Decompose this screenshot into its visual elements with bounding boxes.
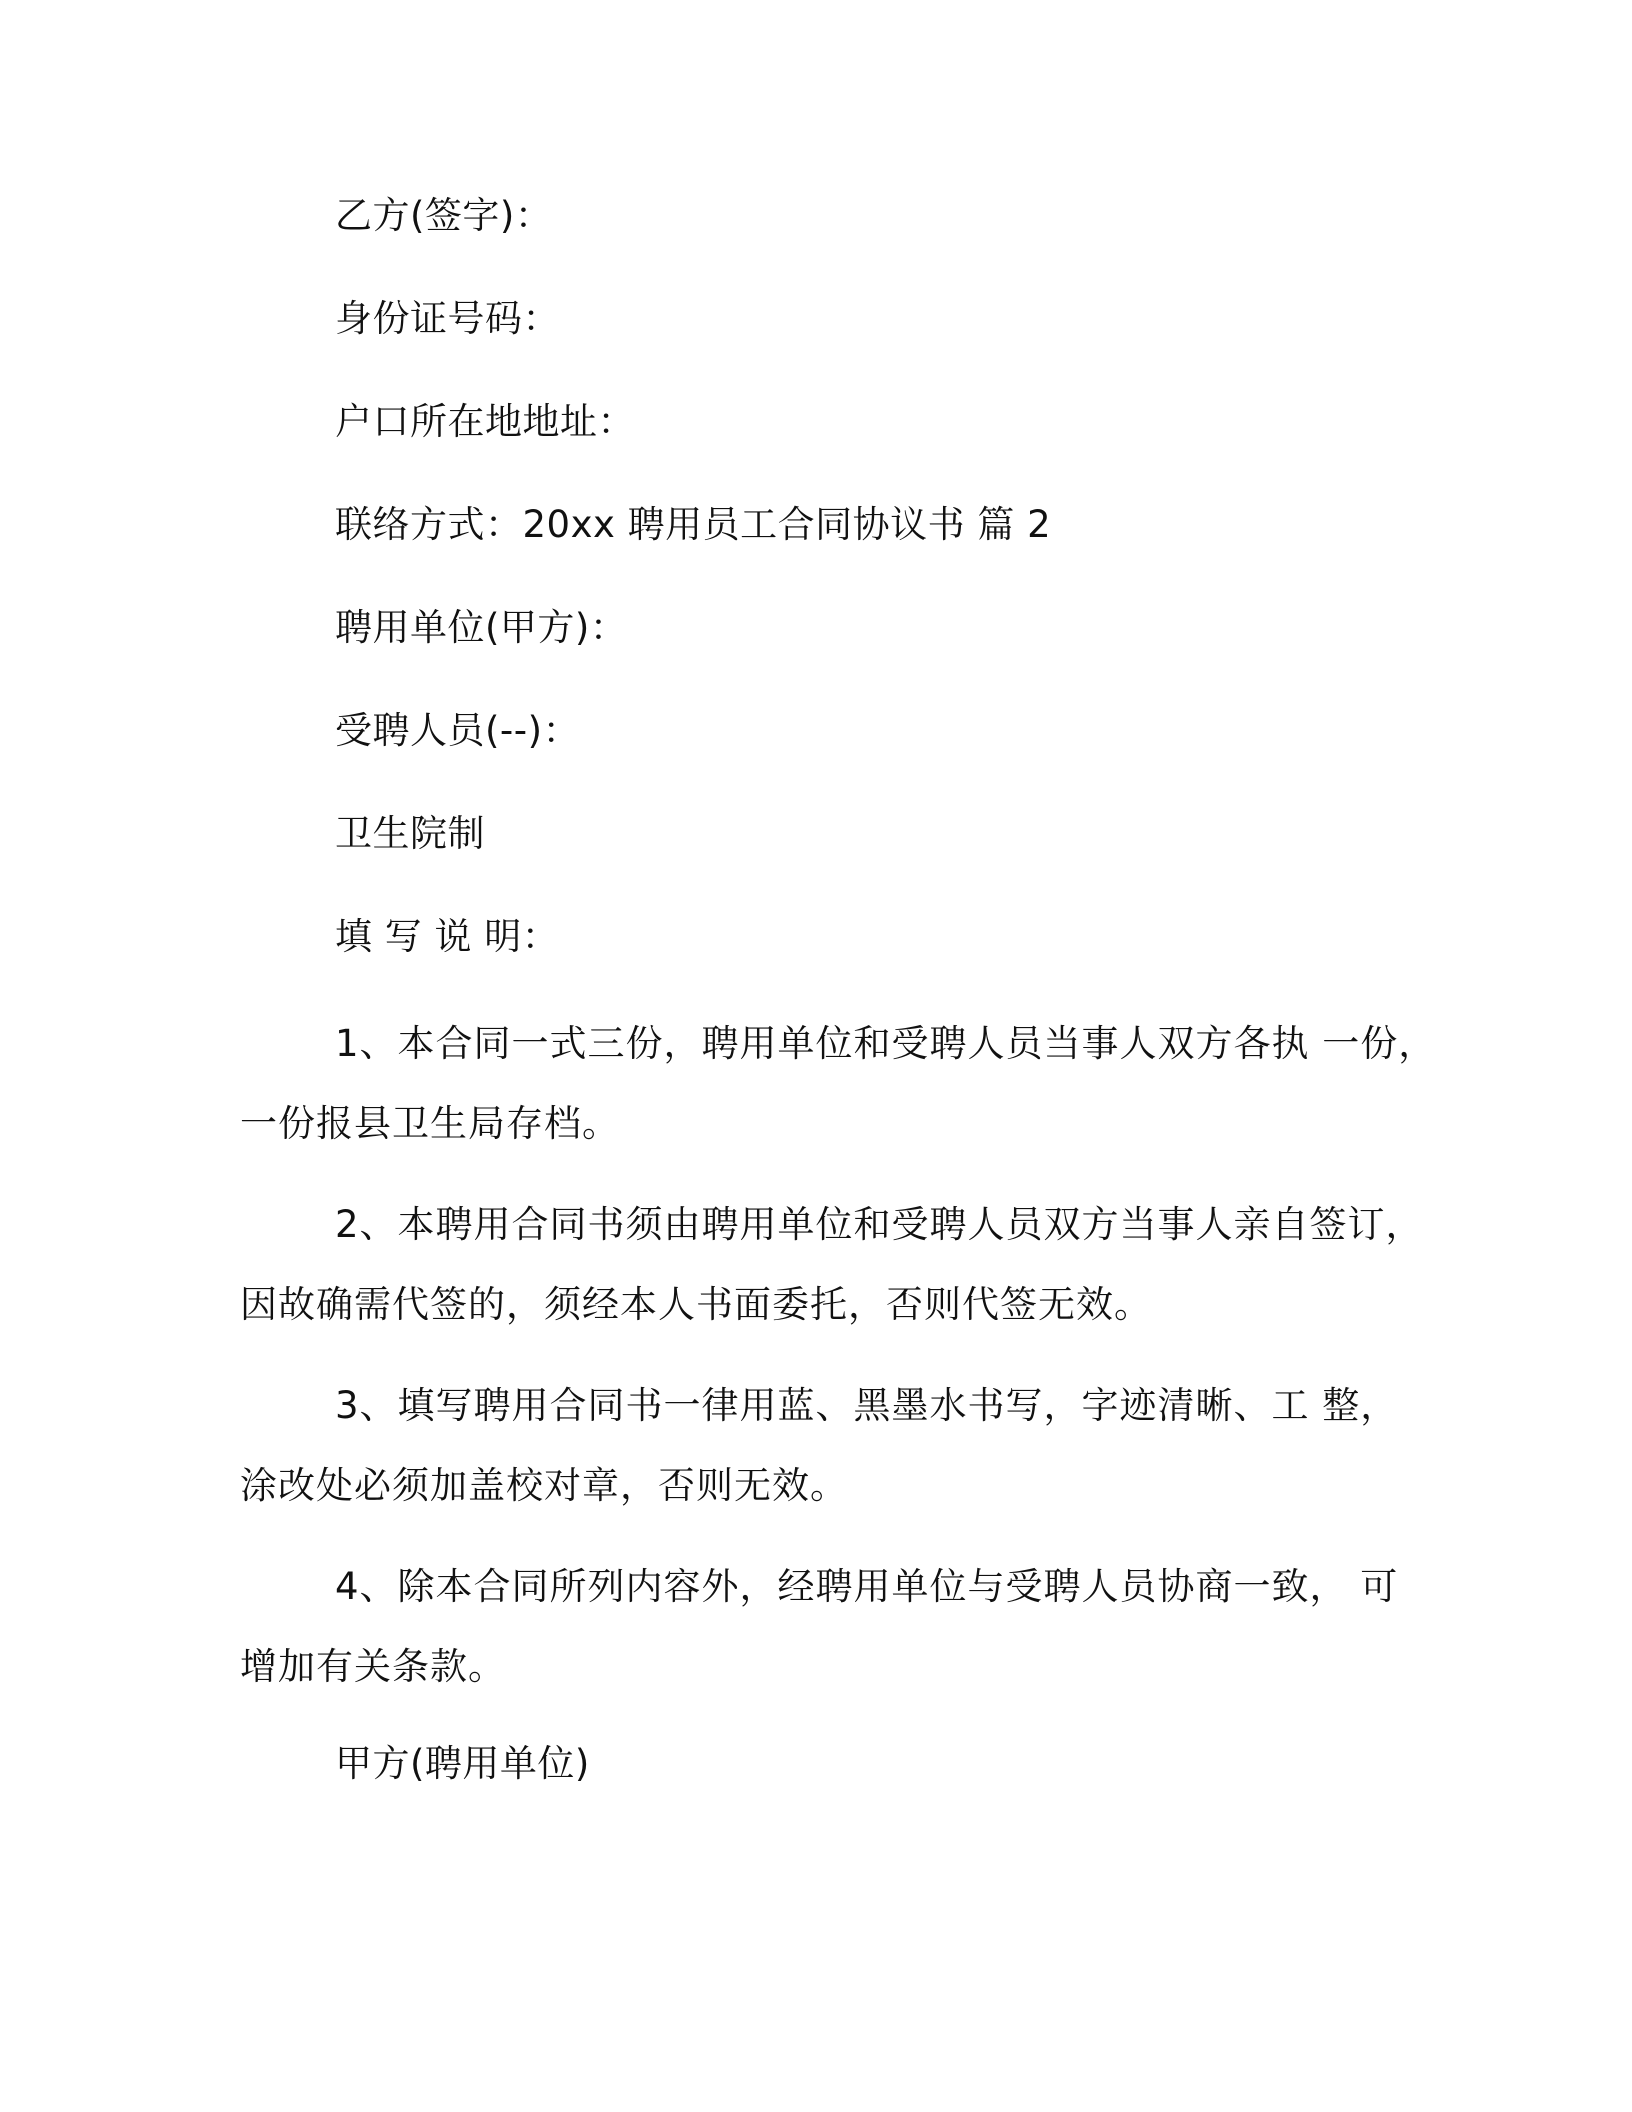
instruction-item-2 bbox=[240, 1185, 1424, 1345]
employee-label: 受聘人员(--)： bbox=[335, 709, 581, 752]
instruction-2-line-2: 因故确需代签的，须经本人书面委托，否则代签无效。 bbox=[240, 1283, 1152, 1326]
party-a-label: 甲方(聘用单位) bbox=[335, 1742, 590, 1785]
id-number-label: 身份证号码： bbox=[335, 297, 560, 340]
issuer-label: 卫生院制 bbox=[335, 812, 485, 855]
instruction-item-3 bbox=[240, 1366, 1400, 1526]
instruction-2-line-1: 2、本聘用合同书须由聘用单位和受聘人员双方当事人亲自签订， bbox=[335, 1203, 1424, 1246]
instruction-3-line-1: 3、填写聘用合同书一律用蓝、黑墨水书写，字迹清晰、工 整， bbox=[335, 1384, 1399, 1427]
instruction-item-4 bbox=[240, 1547, 1400, 1707]
instruction-3-line-2: 涂改处必须加盖校对章，否则无效。 bbox=[240, 1464, 848, 1507]
instruction-4-line-1: 4、除本合同所列内容外，经聘用单位与受聘人员协商一致， 可 bbox=[335, 1565, 1399, 1608]
contact-and-title-line: 联络方式：20xx 聘用员工合同协议书 篇 2 bbox=[335, 503, 1052, 546]
instruction-1-line-2: 一份报县卫生局存档。 bbox=[240, 1102, 620, 1145]
instructions-heading: 填 写 说 明： bbox=[335, 915, 560, 958]
hukou-address-label: 户口所在地地址： bbox=[335, 400, 635, 443]
instruction-item-1 bbox=[240, 1004, 1437, 1164]
instruction-1-line-1: 1、本合同一式三份，聘用单位和受聘人员当事人双方各执 一份， bbox=[335, 1022, 1437, 1065]
employer-label: 聘用单位(甲方)： bbox=[335, 606, 628, 649]
instruction-4-line-2: 增加有关条款。 bbox=[240, 1645, 506, 1688]
party-b-signature-label: 乙方(签字)： bbox=[335, 194, 553, 237]
